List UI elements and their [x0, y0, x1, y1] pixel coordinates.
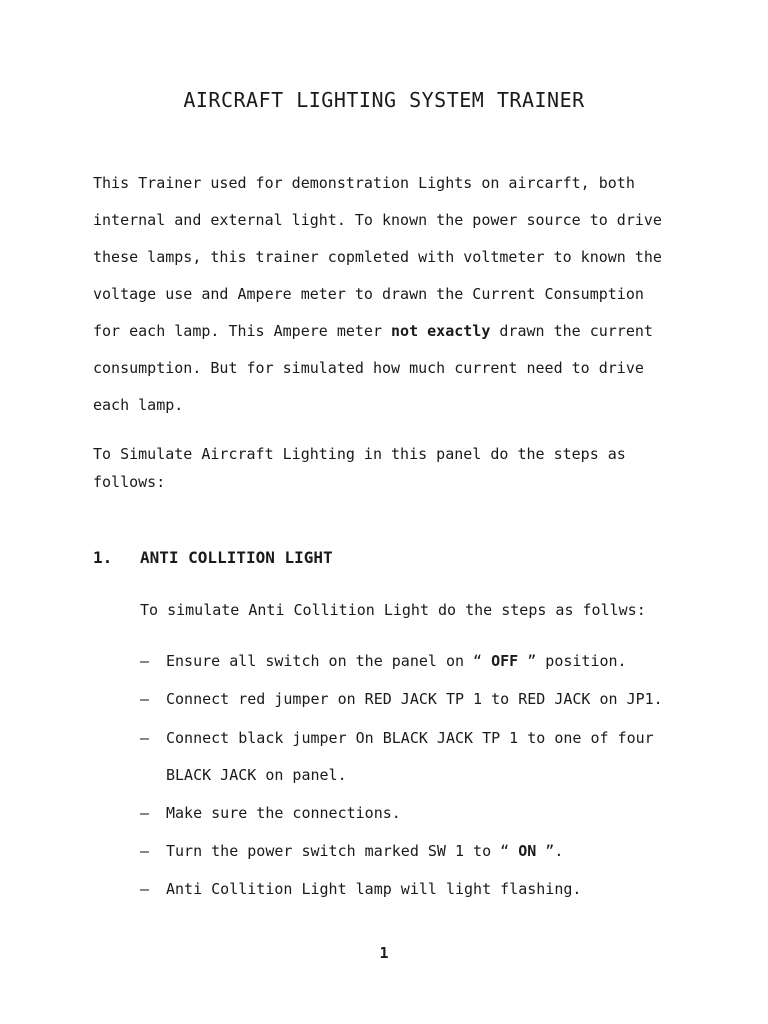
intro-line: This Trainer used for demonstration Lights on aircarft, both: [93, 174, 635, 192]
page-number: 1: [379, 944, 389, 962]
simulate-line: follows:: [93, 473, 166, 491]
intro-line: voltage use and Ampere meter to drawn the Current Consumption: [93, 285, 644, 303]
document-title: AIRCRAFT LIGHTING SYSTEM TRAINER: [183, 88, 585, 112]
section-intro: To simulate Anti Collition Light do the steps as follws:: [140, 601, 646, 619]
emphasis-text: ON: [518, 842, 537, 860]
section-heading: [93, 548, 333, 567]
intro-line: internal and external light. To known the power source to drive: [93, 211, 662, 229]
text-span: Ensure all switch on the panel on “: [166, 652, 492, 670]
bullet-dash: –: [140, 729, 150, 747]
section-number: 1.: [93, 548, 113, 567]
step-text: Connect red jumper on RED JACK TP 1 to RED JACK on JP1.: [166, 690, 663, 708]
bullet-dash: –: [140, 880, 150, 898]
bullet-dash: –: [140, 842, 150, 860]
bullet-dash: –: [140, 804, 150, 822]
step-item: [140, 729, 654, 747]
step-text: Connect black jumper On BLACK JACK TP 1 to one of four: [166, 729, 654, 747]
step-text: Anti Collition Light lamp will light flashing.: [166, 880, 582, 898]
text-span: drawn the current: [490, 322, 653, 340]
step-item: [140, 880, 581, 898]
step-continuation: BLACK JACK on panel.: [166, 766, 347, 784]
simulate-line: To Simulate Aircraft Lighting in this panel do the steps as: [93, 445, 626, 463]
intro-line: these lamps, this trainer copmleted with voltmeter to known the: [93, 248, 662, 266]
step-item: [140, 652, 627, 670]
intro-line: [93, 322, 653, 340]
intro-line: consumption. But for simulated how much current need to drive: [93, 359, 644, 377]
step-item: [140, 690, 663, 708]
emphasis-text: OFF: [491, 652, 519, 670]
emphasis-text: not exactly: [391, 322, 491, 340]
bullet-dash: –: [140, 690, 150, 708]
step-item: [140, 804, 401, 822]
text-span: ”.: [536, 842, 564, 860]
step-item: [140, 842, 563, 860]
intro-line: each lamp.: [93, 396, 184, 414]
step-text: Make sure the connections.: [166, 804, 401, 822]
section-title: ANTI COLLITION LIGHT: [140, 548, 333, 567]
text-span: ” position.: [518, 652, 627, 670]
text-span: for each lamp. This Ampere meter: [93, 322, 392, 340]
bullet-dash: –: [140, 652, 150, 670]
text-span: Turn the power switch marked SW 1 to “: [166, 842, 519, 860]
